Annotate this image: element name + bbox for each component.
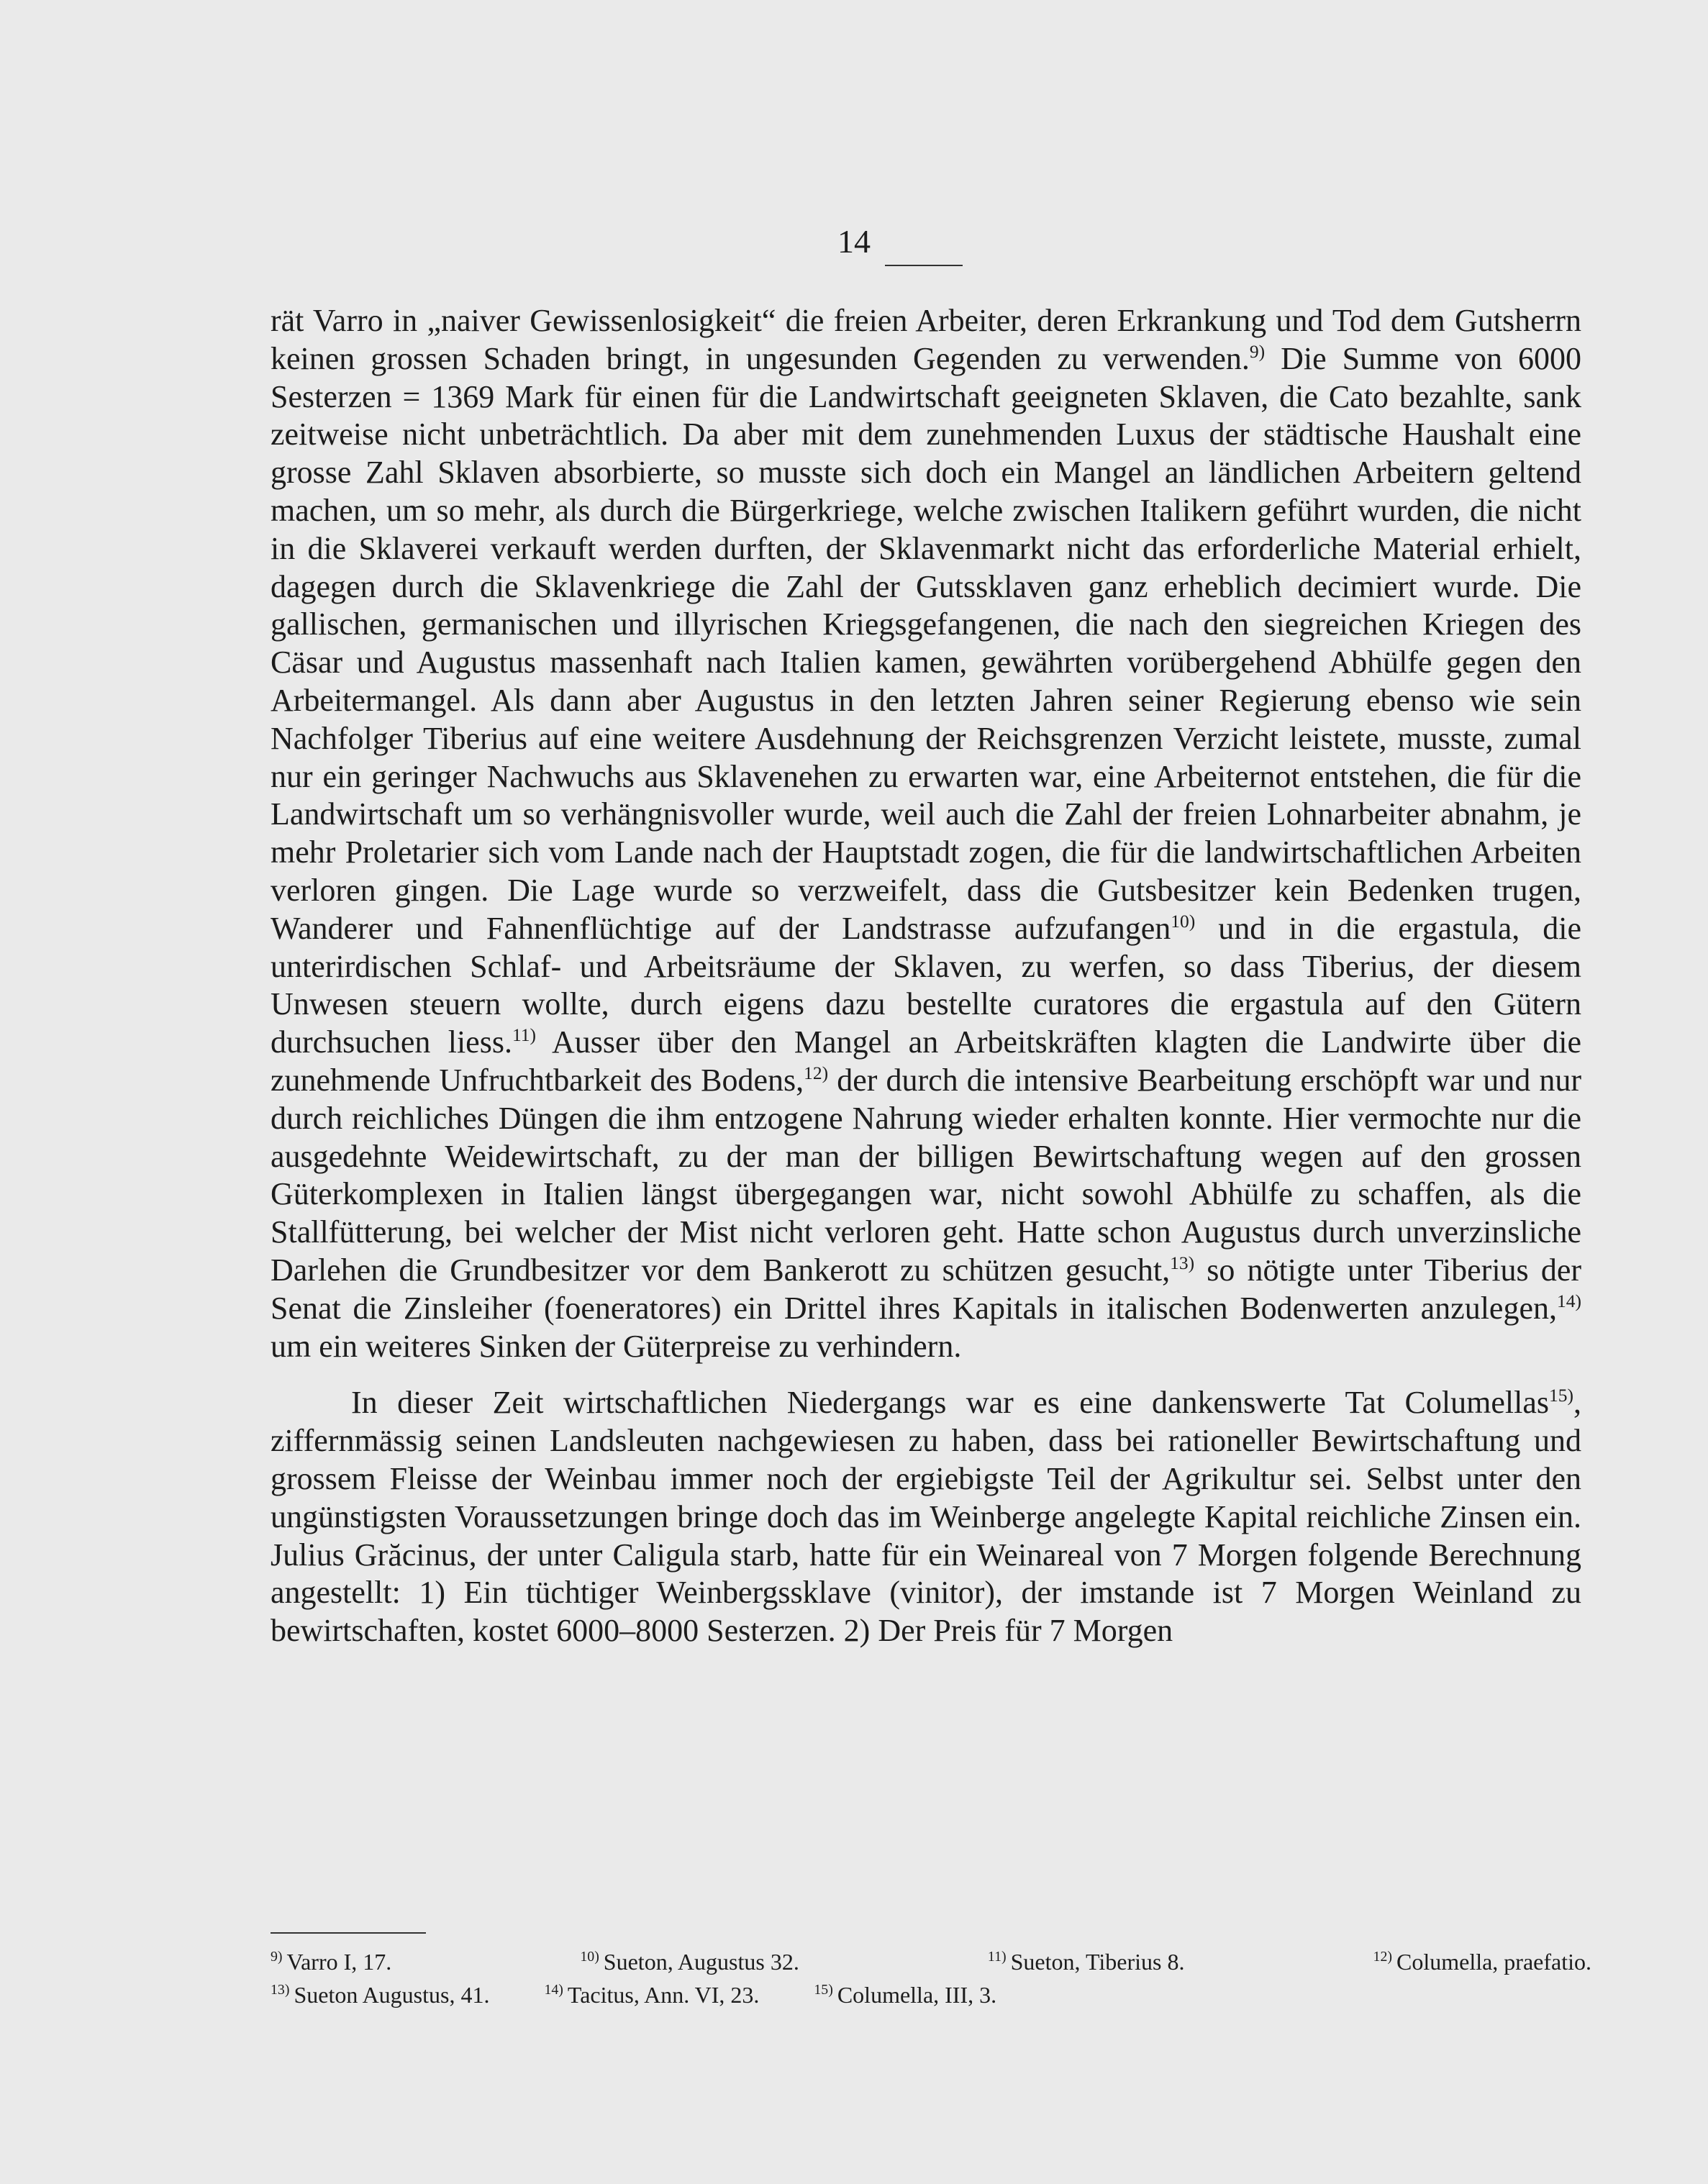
footnote-text: Sueton Augustus, 41. xyxy=(294,1982,490,2008)
footnote-ref: 12) xyxy=(804,1063,829,1084)
footnote-ref: 10) xyxy=(1171,910,1196,932)
footnote-line-2 xyxy=(271,1978,1591,2011)
footnote-mark: 12) xyxy=(1373,1949,1392,1965)
footnote-ref: 11) xyxy=(512,1024,537,1046)
footnote-text: Columella, III, 3. xyxy=(837,1982,997,2008)
text-run: , ziffernmässig seinen Landsleuten nachgewiesen zu haben, dass bei rationeller Bewirtschaftung und grossem Fleisse der Weinbau immer noch der ergiebigste Teil der Agrikultur sei. Selbst unter den ungünstigsten Voraussetzungen bringe doch das im Weinberge angelegte Kapital reichliche Zinsen ein. Julius Grăcinus, der unter Caligula starb, hatte für ein Weinareal von 7 Morgen folgende Berechnung angestellt: 1) Ein tüchtiger Weinbergssklave (vinitor), der imstande ist 7 Morgen Weinland zu bewirtschaften, kostet 6000–8000 Sesterzen. 2) Der Preis für 7 Morgen xyxy=(271,1385,1581,1649)
footnote-ref: 9) xyxy=(1249,340,1266,362)
footnote-mark: 10) xyxy=(580,1949,599,1965)
footnote-ref: 14) xyxy=(1556,1290,1581,1311)
footnote-mark: 11) xyxy=(987,1949,1007,1965)
footnote-line-1 xyxy=(271,1945,1591,1978)
footnotes xyxy=(271,1945,1591,2011)
footnote-text: Sueton, Tiberius 8. xyxy=(1010,1949,1185,1975)
text-run: so nötigte unter Tiberius der Senat die Zinsleiher (foeneratores) ein Drittel ihres Kapitals in italischen Bodenwerten anzulegen, xyxy=(271,1252,1582,1326)
footnote-mark: 14) xyxy=(544,1982,563,1998)
footnote-mark: 9) xyxy=(271,1949,283,1965)
text-run: der durch die intensive Bearbeitung erschöpft war und nur durch reichliches Düngen die ihm entzogene Nahrung wieder erhalten konnte. Hier vermochte nur die ausgedehnte Weidewirtschaft, zu der man der billigen Bewirtschaftung wegen auf den grossen Güterkomplexen in Italien längst übergegangen war, nicht sowohl Abhülfe zu schaffen, als die Stallfütterung, bei welcher der Mist nicht verloren geht. Hatte schon Augustus durch unverzinsliche Darlehen die Grundbesitzer vor dem Bankerott zu schützen gesucht, xyxy=(271,1062,1581,1288)
footnote-rule xyxy=(271,1932,426,1934)
footnote xyxy=(271,1978,489,2011)
text-run: und in die ergastula, die unterirdischen Schlaf- und Arbeitsräume der Sklaven, zu werfen, so dass Tiberius, der diesem Unwesen steuern wollte, durch eigens dazu bestellte curatores die ergastula auf den Gütern durchsuchen liess. xyxy=(271,910,1582,1060)
text-run: Die Summe von 6000 Sesterzen = 1369 Mark für einen für die Landwirtschaft geeigneten Sklaven, die Cato bezahlte, sank zeitweise nicht unbeträchtlich. Da aber mit dem zunehmenden Luxus der städtische Haushalt eine grosse Zahl Sklaven absorbierte, so musste sich doch ein Mangel an ländlichen Arbeitern geltend machen, um so mehr, als durch die Bürgerkriege, welche zwischen Italikern geführt wurden, die nicht in die Sklaverei verkauft werden durften, der Sklavenmarkt nicht das erforderliche Material erhielt, dagegen durch die Sklavenkriege die Zahl der Gutssklaven ganz erheblich decimiert wurde. Die gallischen, germanischen und illyrischen Kriegsgefangenen, die nach den siegreichen Kriegen des Cäsar und Augustus massenhaft nach Italien kamen, gewährten vorübergehend Abhülfe gegen den Arbeitermangel. Als dann aber Augustus in den letzten Jahren seiner Regierung ebenso wie sein Nachfolger Tiberius auf eine weitere Ausdehnung der Reichsgrenzen Verzicht leistete, musste, zumal nur ein geringer Nachwuchs aus Sklavenehen zu erwarten war, eine Arbeiternot entstehen, die für die Landwirtschaft um so verhängnisvoller wurde, weil auch die Zahl der freien Lohnarbeiter abnahm, je mehr Proletarier sich vom Lande nach der Hauptstadt zogen, die für die landwirtschaftlichen Arbeiten verloren gingen. Die Lage wurde so verzweifelt, dass die Gutsbesitzer kein Bedenken trugen, Wanderer und Fahnenflüchtige auf der Landstrasse aufzufangen xyxy=(271,340,1582,946)
text-run: Ausser über den Mangel an Arbeitskräften klagten die Landwirte über die zunehmende Unfruchtbarkeit des Bodens, xyxy=(271,1024,1582,1098)
page-number-rule xyxy=(885,265,963,266)
footnote-text: Sueton, Augustus 32. xyxy=(603,1949,799,1975)
paragraph-2 xyxy=(271,1384,1581,1650)
body-text xyxy=(271,302,1581,1650)
footnote-text: Tacitus, Ann. VI, 23. xyxy=(567,1982,760,2008)
footnote-text: Columella, praefatio. xyxy=(1396,1949,1591,1975)
paragraph-1 xyxy=(271,302,1581,1365)
footnote-ref: 13) xyxy=(1170,1252,1195,1274)
text-run: In dieser Zeit wirtschaftlichen Niedergangs war es eine dankenswerte Tat Columellas xyxy=(351,1385,1549,1421)
footnote xyxy=(580,1945,799,1978)
footnote xyxy=(814,1978,996,2011)
footnote xyxy=(988,1945,1185,1978)
text-run: rät Varro in „naiver Gewissenlosigkeit“ die freien Arbeiter, deren Erkrankung und Tod dem Gutsherrn keinen grossen Schaden bringt, in ungesunden Gegenden zu verwenden. xyxy=(271,303,1581,376)
page-number: 14 xyxy=(837,223,871,260)
footnote xyxy=(544,1978,759,2011)
footnote-mark: 13) xyxy=(271,1982,290,1998)
footnote xyxy=(1373,1945,1591,1978)
footnote-mark: 15) xyxy=(814,1982,833,1998)
text-run: um ein weiteres Sinken der Güterpreise zu verhindern. xyxy=(271,1328,962,1364)
footnote xyxy=(271,1945,391,1978)
footnote-ref: 15) xyxy=(1548,1385,1573,1406)
footnote-text: Varro I, 17. xyxy=(286,1949,392,1975)
